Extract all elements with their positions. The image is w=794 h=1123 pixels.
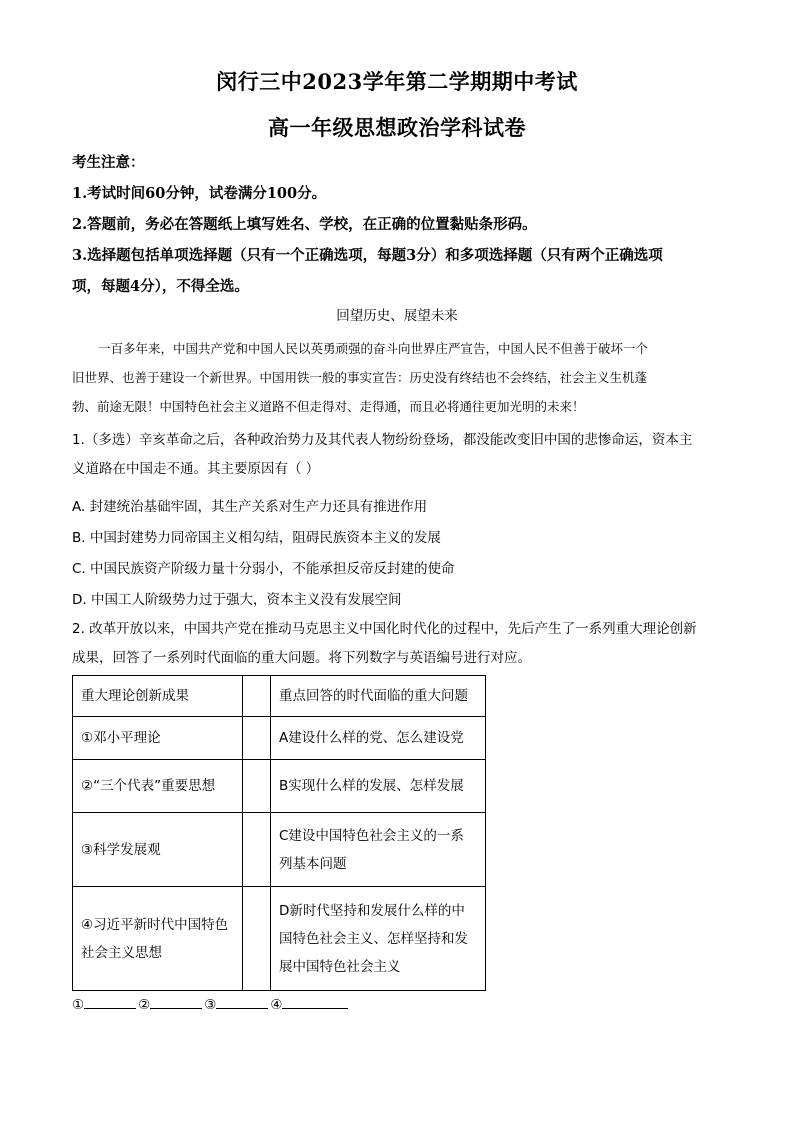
notice-item-2: 2.答题前，务必在答题纸上填写姓名、学校，在正确的位置黏贴条形码。 (72, 216, 537, 233)
table-cell-right (271, 813, 486, 887)
header-left-cell: 重大理论创新成果 (73, 676, 243, 717)
candidate-notice (72, 147, 722, 302)
table-cell-left (73, 760, 243, 813)
spacer-cell (243, 813, 271, 887)
spacer-cell (243, 760, 271, 813)
exam-subtitle: 高一年级思想政治学科试卷 (268, 115, 526, 140)
table-row (73, 887, 486, 991)
spacer-cell (243, 676, 271, 717)
section-title: 回望历史、展望未来 (336, 308, 458, 324)
answer-label-1: ① (72, 997, 85, 1013)
cell-line: 国特色社会主义、怎样坚持和发 (279, 930, 468, 947)
table-row (73, 760, 486, 813)
answer-blanks (72, 995, 350, 1013)
cell-line: B实现什么样的发展、怎样发展 (279, 778, 464, 794)
cell-line: ③科学发展观 (81, 841, 161, 858)
answer-label-2: ② (138, 997, 151, 1013)
header-right-cell: 重点回答的时代面临的重大问题 (271, 676, 486, 717)
table-row (73, 813, 486, 887)
question-1-stem-line: 义道路在中国走不通。其主要原因有（ ） (72, 461, 320, 477)
answer-blank-2[interactable] (150, 995, 202, 1009)
cell-line: 社会主义思想 (81, 944, 162, 961)
answer-blank-4[interactable] (282, 995, 348, 1009)
question-1-option-d: D. 中国工人阶级势力过于强大，资本主义没有发展空间 (72, 592, 402, 608)
section-passage (72, 334, 722, 421)
question-1-stem (72, 426, 722, 484)
matching-table (72, 675, 486, 991)
question-1-stem-line: 1.（多选）辛亥革命之后，各种政治势力及其代表人物纷纷登场，都没能改变旧中国的悲惨命运，资本主 (72, 432, 693, 448)
question-1-option-b: B. 中国封建势力同帝国主义相勾结，阻碍民族资本主义的发展 (72, 530, 441, 546)
spacer-cell (243, 717, 271, 760)
table-cell-left (73, 887, 243, 991)
table-cell-left (73, 813, 243, 887)
cell-line: A建设什么样的党、怎么建设党 (279, 730, 464, 746)
answer-blank-3[interactable] (216, 995, 268, 1009)
question-1-option-c: C. 中国民族资产阶级力量十分弱小，不能承担反帝反封建的使命 (72, 561, 455, 577)
spacer-cell (243, 887, 271, 991)
notice-heading: 考生注意： (72, 154, 145, 171)
notice-item-3-line-2: 项，每题4分），不得全选。 (72, 278, 249, 295)
table-cell-left (73, 717, 243, 760)
cell-line: ②“三个代表”重要思想 (81, 778, 216, 794)
cell-line: D新时代坚持和发展什么样的中 (279, 902, 465, 919)
table-cell-right (271, 887, 486, 991)
cell-line: ①邓小平理论 (81, 730, 161, 746)
question-2-stem-line: 2. 改革开放以来，中国共产党在推动马克思主义中国化时代化的过程中，先后产生了一系列重大理论创新 (72, 621, 697, 637)
exam-title: 闵行三中2023学年第二学期期中考试 (216, 69, 578, 94)
passage-line: 勃、前途无限！中国特色社会主义道路不但走得对、走得通，而且必将通往更加光明的未来！ (72, 399, 585, 414)
table-row (73, 717, 486, 760)
question-2-stem-line: 成果，回答了一系列时代面临的重大问题。将下列数字与英语编号进行对应。 (72, 650, 531, 666)
cell-line: 展中国特色社会主义 (279, 958, 401, 975)
answer-label-3: ③ (204, 997, 217, 1013)
table-cell-right (271, 717, 486, 760)
question-2-stem (72, 615, 722, 673)
notice-item-1: 1.考试时间60分钟，试卷满分100分。 (72, 185, 327, 202)
cell-line: 列基本问题 (279, 855, 347, 872)
cell-line: ④习近平新时代中国特色 (81, 916, 229, 933)
answer-blank-1[interactable] (84, 995, 136, 1009)
question-1-option-a: A. 封建统治基础牢固，其生产关系对生产力还具有推进作用 (72, 499, 428, 515)
table-cell-right (271, 760, 486, 813)
passage-line: 旧世界、也善于建设一个新世界。中国用铁一般的事实宣告：历史没有终结也不会终结，社会主义生机蓬 (72, 370, 648, 385)
notice-item-3-line-1: 3.选择题包括单项选择题（只有一个正确选项，每题3分）和多项选择题（只有两个正确选项 (72, 247, 663, 264)
cell-line: C建设中国特色社会主义的一系 (279, 827, 464, 844)
table-header-row (73, 676, 486, 717)
answer-label-4: ④ (270, 997, 283, 1013)
passage-line: 一百多年来，中国共产党和中国人民以英勇顽强的奋斗向世界庄严宣告，中国人民不但善于破坏一个 (98, 341, 649, 356)
